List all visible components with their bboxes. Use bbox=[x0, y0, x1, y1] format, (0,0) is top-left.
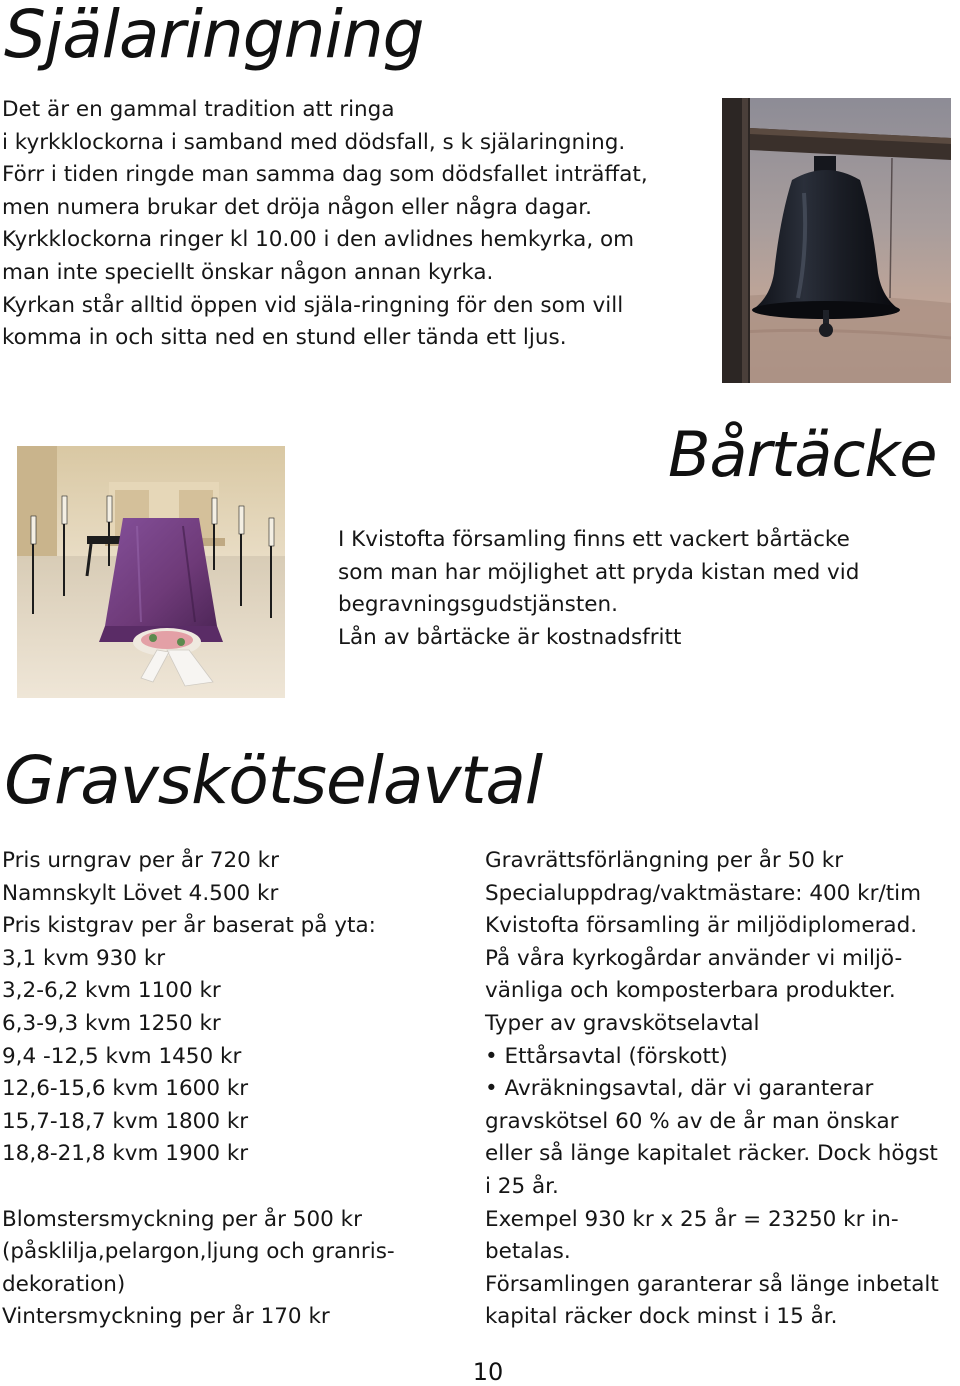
text-line: eller så länge kapitalet räcker. Dock högst bbox=[485, 1141, 938, 1167]
text-line: begravningsgudstjänsten. bbox=[338, 592, 618, 618]
text-line: betalas. bbox=[485, 1239, 571, 1265]
price-list-left-column bbox=[2, 845, 442, 1334]
text-line: Kvistofta församling är miljödiplomerad. bbox=[485, 913, 918, 939]
text-line: gravskötsel 60 % av de år man önskar bbox=[485, 1108, 899, 1134]
heading-sjalaringning: Själaringning bbox=[4, 0, 424, 73]
text-line: • Avräkningsavtal, där vi garanterar bbox=[485, 1076, 874, 1102]
text-line: Kyrkklockorna ringer kl 10.00 i den avlidnes hemkyrka, om bbox=[2, 227, 635, 253]
text-line: Namnskylt Lövet 4.500 kr bbox=[2, 880, 279, 906]
text-line: 15,7-18,7 kvm 1800 kr bbox=[2, 1108, 249, 1134]
text-line: dekoration) bbox=[2, 1271, 126, 1297]
text-line: (påsklilja,pelargon,ljung och granris- bbox=[2, 1239, 395, 1265]
text-line: 18,8-21,8 kvm 1900 kr bbox=[2, 1141, 249, 1167]
text-line: i kyrkklockorna i samband med dödsfall, s k själaringning. bbox=[2, 129, 626, 155]
grave-price-list bbox=[2, 845, 442, 1171]
agreement-info-right-column bbox=[485, 845, 959, 1334]
text-line: 9,4 -12,5 kvm 1450 kr bbox=[2, 1043, 242, 1069]
text-line: i 25 år. bbox=[485, 1173, 559, 1199]
text-line: 3,1 kvm 930 kr bbox=[2, 945, 166, 971]
page-number: 10 bbox=[472, 1358, 504, 1386]
text-line: Kyrkan står alltid öppen vid själa-ringning för den som vill bbox=[2, 292, 624, 318]
text-line: Förr i tiden ringde man samma dag som dödsfallet inträffat, bbox=[2, 162, 648, 188]
text-line: Exempel 930 kr x 25 år = 23250 kr in- bbox=[485, 1206, 899, 1232]
text-line: 6,3-9,3 kvm 1250 kr bbox=[2, 1010, 221, 1036]
heading-bartacke: Bårtäcke bbox=[668, 418, 937, 491]
text-line: På våra kyrkogårdar använder vi miljö- bbox=[485, 945, 903, 971]
text-line: kapital räcker dock minst i 15 år. bbox=[485, 1304, 838, 1330]
spacer bbox=[2, 1171, 442, 1204]
text-line: • Ettårsavtal (förskott) bbox=[485, 1043, 728, 1069]
text-line: Det är en gammal tradition att ringa bbox=[2, 97, 395, 122]
text-line: vänliga och komposterbara produkter. bbox=[485, 978, 896, 1004]
text-line: Gravrättsförlängning per år 50 kr bbox=[485, 848, 844, 873]
heading-gravskotselavtal: Gravskötselavtal bbox=[4, 742, 543, 819]
text-line: Blomstersmyckning per år 500 kr bbox=[2, 1206, 362, 1232]
text-line: Pris kistgrav per år baserat på yta: bbox=[2, 913, 376, 939]
text-line: som man har möjlighet att pryda kistan med vid bbox=[338, 559, 860, 585]
text-line: I Kvistofta församling finns ett vackert bårtäcke bbox=[338, 527, 850, 552]
text-line: Pris urngrav per år 720 kr bbox=[2, 848, 279, 873]
paragraph-sjalaringning bbox=[2, 94, 702, 355]
text-line: Vintersmyckning per år 170 kr bbox=[2, 1304, 330, 1330]
text-line: Typer av gravskötselavtal bbox=[485, 1010, 760, 1036]
church-bell-photo bbox=[722, 98, 951, 383]
text-line: men numera brukar det dröja någon eller några dagar. bbox=[2, 194, 593, 220]
text-line: 3,2-6,2 kvm 1100 kr bbox=[2, 978, 221, 1004]
text-line: Lån av bårtäcke är kostnadsfritt bbox=[338, 624, 682, 650]
flower-decoration-prices bbox=[2, 1204, 442, 1334]
text-line: komma in och sitta ned en stund eller tända ett ljus. bbox=[2, 325, 567, 351]
text-line: man inte speciellt önskar någon annan kyrka. bbox=[2, 259, 494, 285]
paragraph-bartacke bbox=[338, 524, 938, 654]
text-line: 12,6-15,6 kvm 1600 kr bbox=[2, 1076, 249, 1102]
casket-with-pall-photo bbox=[17, 446, 285, 698]
text-line: Församlingen garanterar så länge inbetalt bbox=[485, 1271, 939, 1297]
text-line: Specialuppdrag/vaktmästare: 400 kr/tim bbox=[485, 880, 922, 906]
